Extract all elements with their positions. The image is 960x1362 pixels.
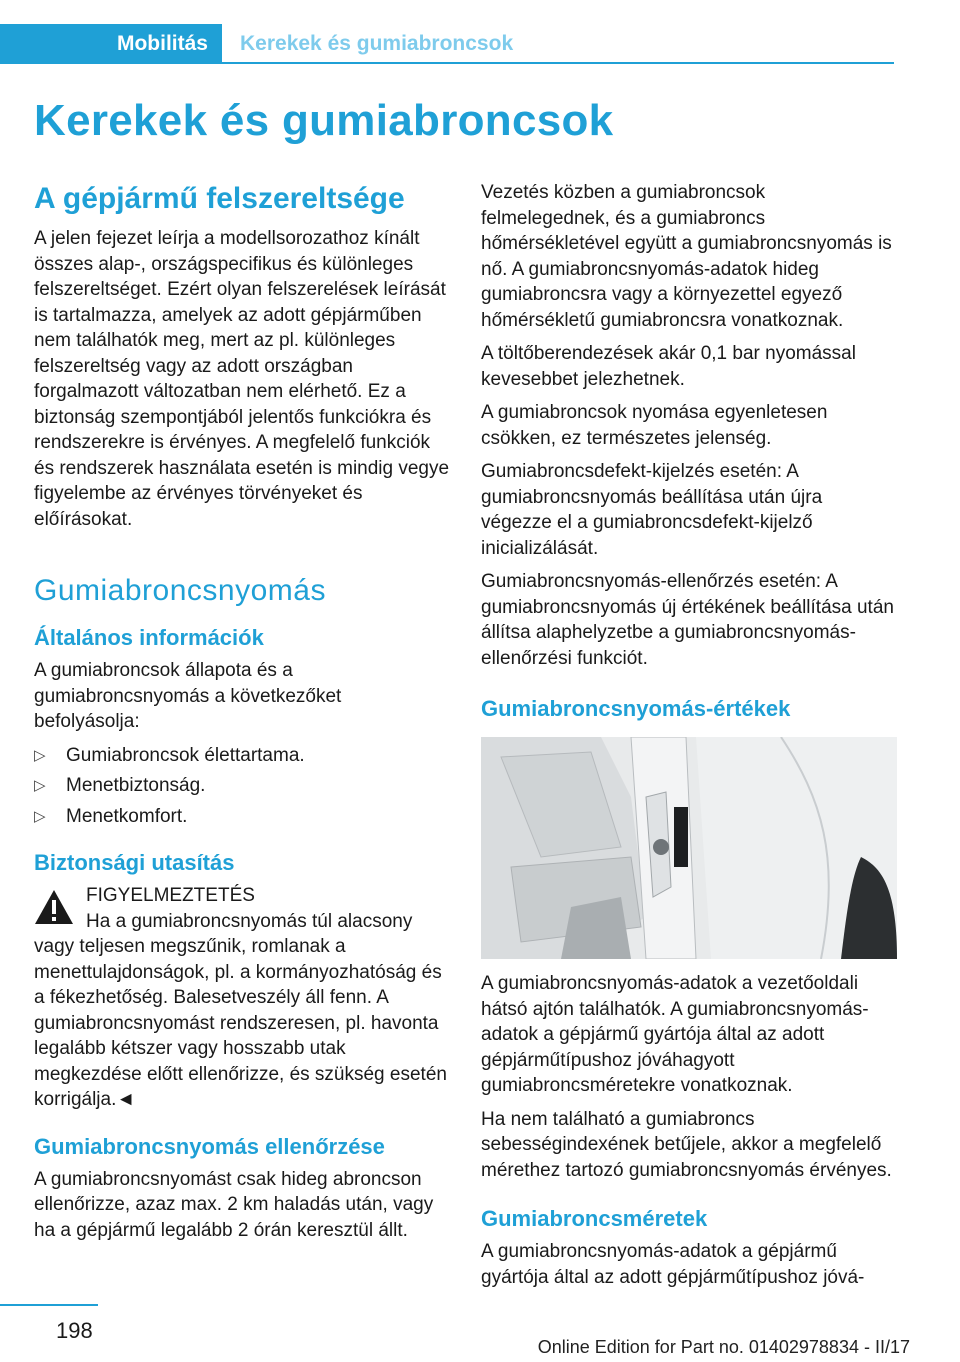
- warning-triangle-icon: [34, 889, 74, 925]
- list-item-text: Gumiabroncsok élettartama.: [66, 744, 305, 766]
- paragraph: A gumiabroncsnyomás-adatok a gépjármű gyártója által az adott gépjárműtípushoz jóvá-: [481, 1241, 865, 1288]
- paragraph: A töltőberendezések akár 0,1 bar nyomással kevesebbet jelezhetnek.: [481, 343, 856, 390]
- triangle-bullet-icon: ▷: [34, 777, 46, 794]
- influence-list: [34, 743, 450, 830]
- pressure-heading: Gumiabroncsnyomás: [34, 574, 326, 607]
- list-item: [34, 804, 450, 830]
- warning-block: [34, 883, 450, 1113]
- values-heading: Gumiabroncsnyomás-értékek: [481, 696, 791, 721]
- paragraph: Ha nem található a gumiabroncs sebességindexének betűjele, akkor a megfelelő mérethez tartozó gumiabroncsnyomás érvényes.: [481, 1108, 892, 1181]
- list-item-text: Menetkomfort.: [66, 805, 188, 827]
- list-item: [34, 773, 450, 799]
- list-item-text: Menetbiztonság.: [66, 775, 206, 796]
- check-text: A gumiabroncsnyomást csak hideg abroncson ellenőrizze, azaz max. 2 km haladás után, vagy ha a gépjármű legalább 2 órán keresztül állt.: [34, 1168, 434, 1241]
- check-heading: Gumiabroncsnyomás ellenőrzése: [34, 1133, 385, 1159]
- paragraph: Vezetés közben a gumiabroncsok felmelegednek, és a gumiabroncs hőmérsékletével együtt a gumiabroncsnyomás is nő. A gumiabroncsnyomás-adatok hideg gumiabroncsra vagy a környezettel egyező hőmérsékletű gumiabroncsra vonatkoznak.: [481, 182, 892, 331]
- warning-text: Ha a gumiabroncsnyomás túl alacsony vagy teljesen megszűnik, romlanak a menettulajdonságok, pl. a kormányozhatóság és a fékezhetőség. Balesetveszély áll fenn. A gumiabroncsnyomást rendszeresen, pl. havonta legalább kétszer vagy hosszabb utak megkezdése előtt ellenőrizze, és szükség esetén korrigálja.◄: [34, 910, 447, 1110]
- left-column: [34, 180, 450, 1251]
- page-title: Kerekek és gumiabroncsok: [34, 96, 614, 145]
- general-heading: Általános információk: [34, 625, 264, 650]
- page-number: 198: [56, 1318, 93, 1343]
- door-illustration: [481, 737, 897, 959]
- paragraph: A gumiabroncsok nyomása egyenletesen csökken, ez természetes jelenség.: [481, 402, 828, 449]
- right-column: [481, 180, 897, 1298]
- triangle-bullet-icon: ▷: [34, 746, 46, 764]
- section-tab[interactable]: Mobilitás: [0, 24, 222, 64]
- footer-divider: [0, 1304, 98, 1306]
- warning-title: FIGYELMEZTETÉS: [86, 885, 255, 906]
- equipment-text: A jelen fejezet leírja a modellsorozathoz kínált összes alap-, országspecifikus és különleges felszereltséget. Ezért olyan felszerelések leírását is tartalmazza, amelyek az adott gépjárműben nem találhatók meg, mert az pl. különleges felszereltség vagy az adott országban forgalmazott változatban nem elérhető. Ez a biztonság szempontjából jelentős funkciókra és rendszerekre is érvényes. A megfelelő funkciók és rendszerek használata esetén is mindig vegye figyelembe az érvényes törvényeket és előírásokat.: [34, 228, 450, 530]
- list-item: [34, 743, 450, 769]
- edition-note: Online Edition for Part no. 01402978834 - II/17: [537, 1337, 910, 1357]
- equipment-heading: A gépjármű felszereltsége: [34, 182, 405, 215]
- header-bar: [0, 24, 960, 64]
- header-divider: [222, 62, 894, 64]
- paragraph: Gumiabroncsnyomás-ellenőrzés esetén: A gumiabroncsnyomás új értékének beállítása után állítsa alaphelyzetbe a gumiabroncsnyomás-ellenőrzési funkciót.: [481, 571, 894, 669]
- triangle-bullet-icon: ▷: [34, 807, 46, 825]
- door-pillar-image: [481, 737, 897, 959]
- paragraph: Gumiabroncsdefekt-kijelzés esetén: A gumiabroncsnyomás beállítása után újra végezze el a gumiabroncsdefekt-kijelző inicializálását.: [481, 461, 823, 559]
- paragraph: A gumiabroncsnyomás-adatok a vezetőoldali hátsó ajtón találhatók. A gumiabroncsnyomás-adatok a gépjármű gyártója által az adott gépjárműtípushoz jóváhagyott gumiabroncsméretekre vonatkoznak.: [481, 973, 869, 1096]
- chapter-tab[interactable]: Kerekek és gumiabroncsok: [240, 32, 514, 55]
- safety-heading: Biztonsági utasítás: [34, 850, 235, 875]
- general-text: A gumiabroncsok állapota és a gumiabroncsnyomás a következőket befolyásolja:: [34, 660, 342, 732]
- sizes-heading: Gumiabroncsméretek: [481, 1206, 708, 1231]
